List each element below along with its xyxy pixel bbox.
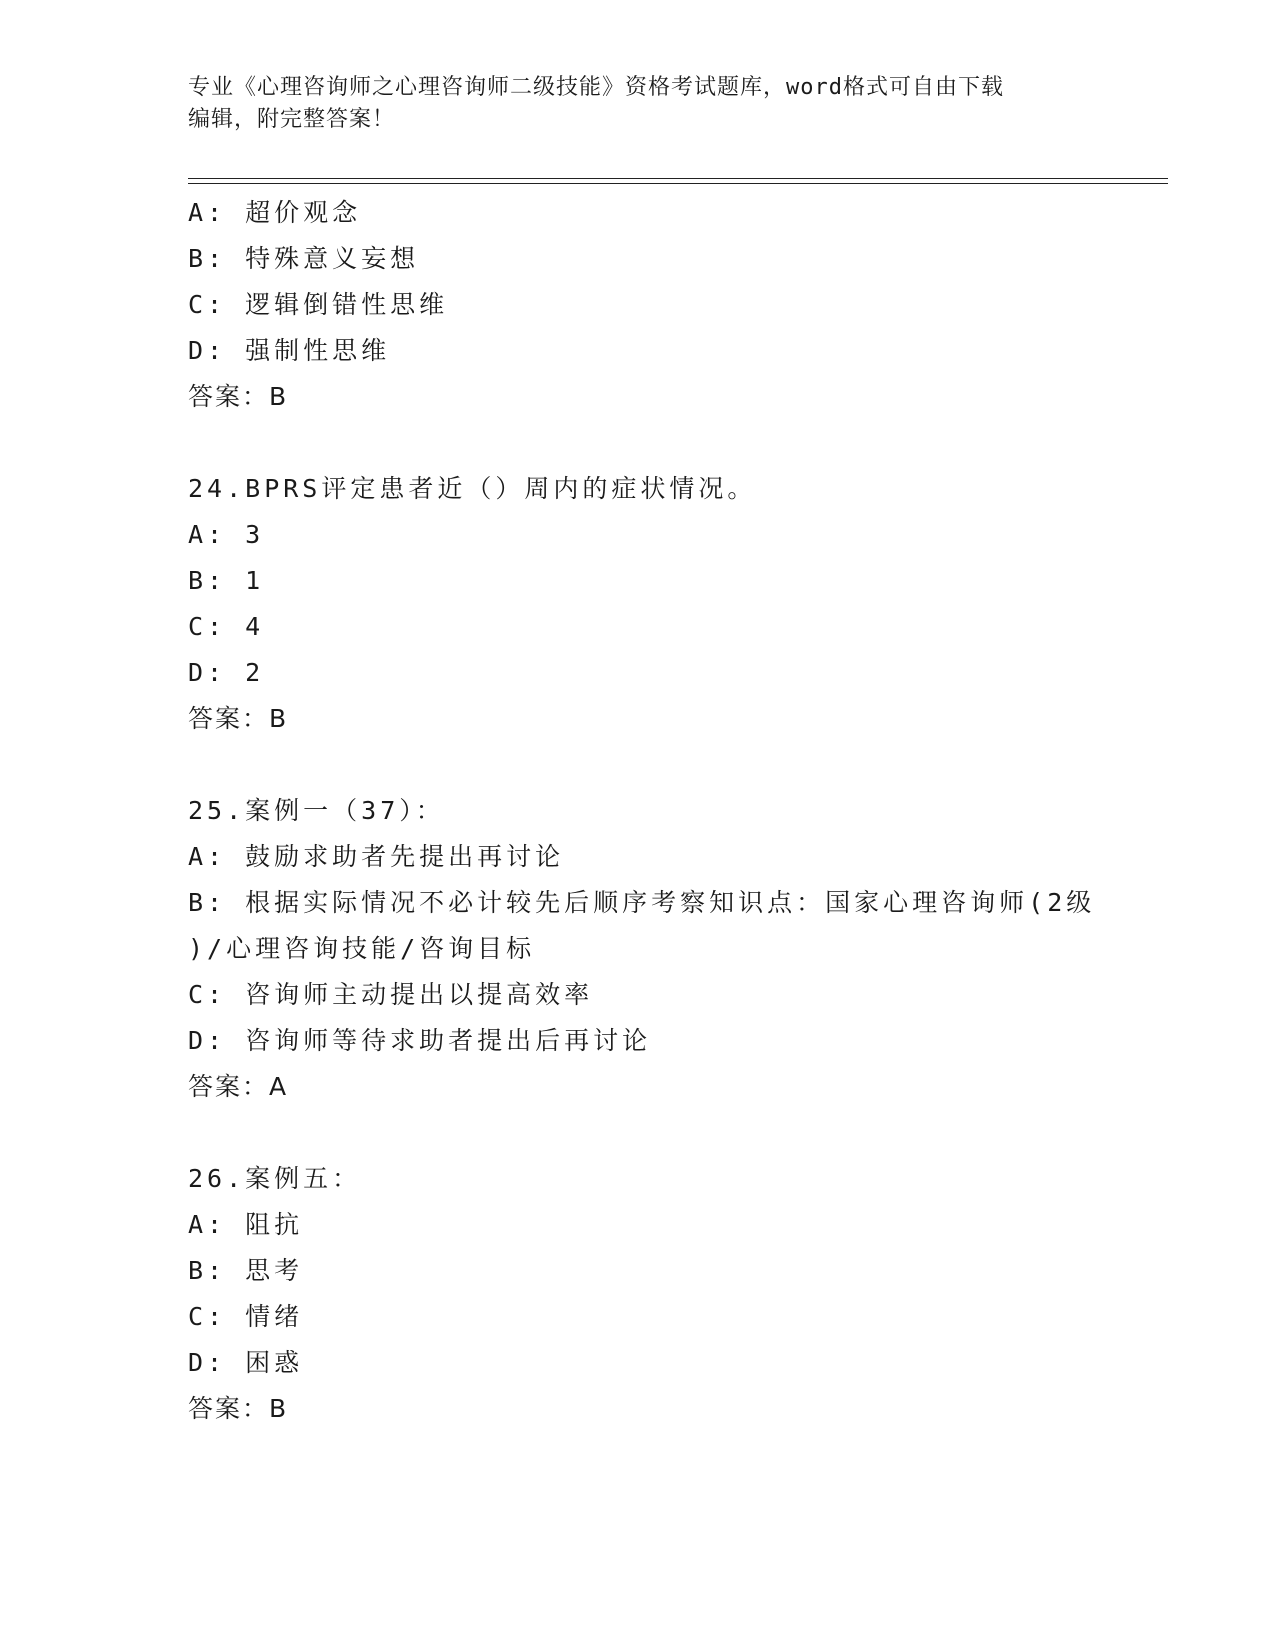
question-text: 25.案例一（37）： bbox=[188, 796, 445, 825]
answer-label: 答案：B bbox=[188, 382, 289, 411]
question-text: 24.BPRS评定患者近（）周内的症状情况。 bbox=[188, 474, 757, 503]
option-d: D: 2 bbox=[188, 658, 265, 687]
option-a: A: 超价观念 bbox=[188, 198, 362, 227]
question-list bbox=[188, 190, 1168, 1432]
option-b-continued: )/心理咨询技能/咨询目标 bbox=[188, 934, 536, 963]
option-d: D: 困惑 bbox=[188, 1348, 304, 1377]
header-line-1: 专业《心理咨询师之心理咨询师二级技能》资格考试题库，word格式可自由下载 bbox=[188, 75, 1004, 100]
option-a: A: 鼓励求助者先提出再讨论 bbox=[188, 842, 565, 871]
spacer bbox=[188, 420, 1168, 466]
spacer bbox=[188, 1110, 1168, 1156]
answer-label: 答案：B bbox=[188, 1394, 289, 1423]
option-d: D: 咨询师等待求助者提出后再讨论 bbox=[188, 1026, 652, 1055]
answer-label: 答案：B bbox=[188, 704, 289, 733]
option-c: C: 咨询师主动提出以提高效率 bbox=[188, 980, 594, 1009]
question-block-24 bbox=[188, 466, 1168, 742]
answer-label: 答案：A bbox=[188, 1072, 289, 1101]
header-divider-bottom bbox=[188, 183, 1168, 184]
question-text: 26.案例五： bbox=[188, 1164, 362, 1193]
option-a: A: 3 bbox=[188, 520, 265, 549]
option-b: B: 1 bbox=[188, 566, 265, 595]
question-block-26 bbox=[188, 1156, 1168, 1432]
option-b: B: 思考 bbox=[188, 1256, 304, 1285]
question-block-23 bbox=[188, 190, 1168, 420]
option-b: B: 根据实际情况不必计较先后顺序考察知识点：国家心理咨询师(2级 bbox=[188, 888, 1096, 917]
option-c: C: 逻辑倒错性思维 bbox=[188, 290, 449, 319]
header-divider-top bbox=[188, 178, 1168, 179]
spacer bbox=[188, 742, 1168, 788]
question-block-25 bbox=[188, 788, 1168, 1110]
header-line-2: 编辑，附完整答案！ bbox=[188, 107, 396, 132]
option-c: C: 情绪 bbox=[188, 1302, 304, 1331]
option-a: A: 阻抗 bbox=[188, 1210, 304, 1239]
option-c: C: 4 bbox=[188, 612, 265, 641]
document-header bbox=[188, 72, 1088, 136]
option-b: B: 特殊意义妄想 bbox=[188, 244, 420, 273]
option-d: D: 强制性思维 bbox=[188, 336, 391, 365]
